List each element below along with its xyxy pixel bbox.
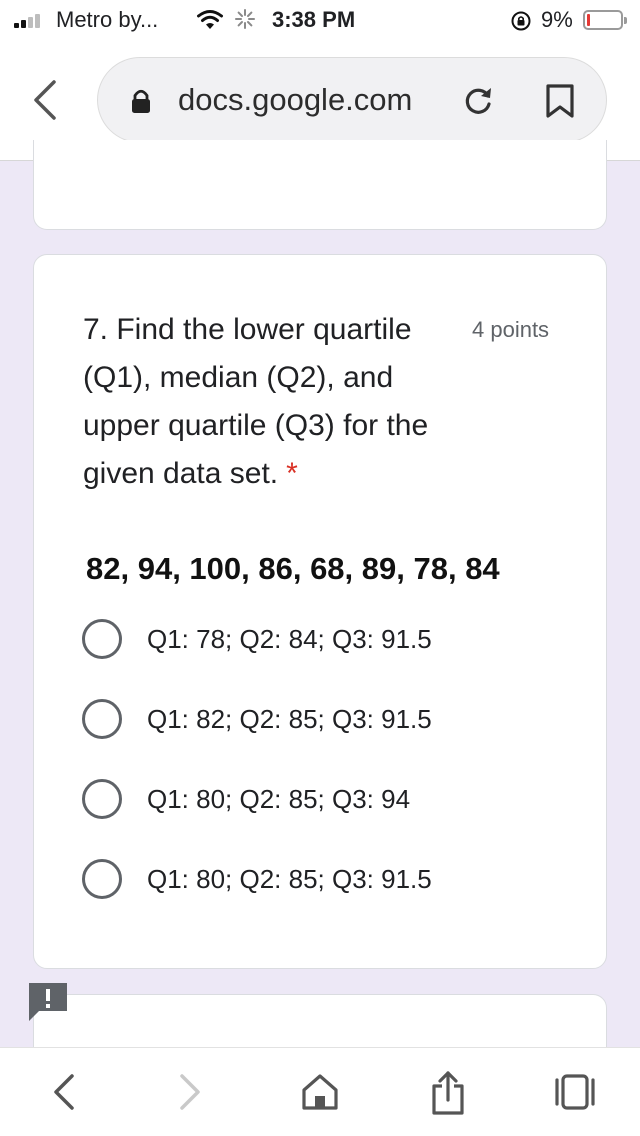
back-icon[interactable] [48, 1070, 78, 1114]
option-label[interactable]: Q1: 80; Q2: 85; Q3: 94 [147, 784, 411, 814]
answer-option-4[interactable] [82, 854, 582, 904]
tabs-icon[interactable] [554, 1070, 596, 1114]
home-icon[interactable] [301, 1070, 339, 1114]
radio-button[interactable] [82, 779, 122, 819]
address-bar[interactable] [97, 57, 607, 143]
carrier-name: Metro by... [56, 7, 159, 32]
signal-strength-icon [14, 12, 48, 28]
battery-percent: 9% [541, 7, 573, 32]
option-label[interactable]: Q1: 82; Q2: 85; Q3: 91.5 [147, 704, 432, 734]
bookmark-icon[interactable] [545, 84, 575, 118]
battery-icon [583, 10, 623, 30]
share-icon[interactable] [430, 1070, 466, 1116]
report-issue-icon[interactable] [27, 981, 69, 1021]
option-label[interactable]: Q1: 78; Q2: 84; Q3: 91.5 [147, 624, 432, 654]
radio-button[interactable] [82, 699, 122, 739]
radio-button[interactable] [82, 619, 122, 659]
required-marker: * [286, 457, 298, 490]
question-title [83, 306, 443, 498]
status-bar [0, 0, 640, 40]
answer-option-2[interactable] [82, 694, 582, 744]
wifi-icon [196, 9, 224, 31]
url-text[interactable]: docs.google.com [178, 82, 413, 117]
clock: 3:38 PM [272, 7, 356, 32]
question-card [33, 254, 607, 969]
forward-icon[interactable] [176, 1070, 206, 1114]
browser-toolbar [0, 1047, 640, 1136]
reload-icon[interactable] [462, 84, 496, 118]
radio-button[interactable] [82, 859, 122, 899]
data-set-text: 82, 94, 100, 86, 68, 89, 78, 84 [86, 551, 500, 586]
activity-spinner-icon [234, 8, 256, 30]
option-label[interactable]: Q1: 80; Q2: 85; Q3: 91.5 [147, 864, 432, 894]
previous-question-card [33, 140, 607, 230]
points-label: 4 points [472, 317, 550, 342]
lock-icon [130, 88, 152, 114]
chevron-left-icon[interactable] [28, 78, 64, 122]
answer-option-3[interactable] [82, 774, 582, 824]
answer-option-1[interactable] [82, 614, 582, 664]
question-text: 7. Find the lower quartile (Q1), median (Q2), and upper quartile (Q3) for the given data set. [83, 313, 429, 490]
rotation-lock-icon [510, 10, 532, 32]
